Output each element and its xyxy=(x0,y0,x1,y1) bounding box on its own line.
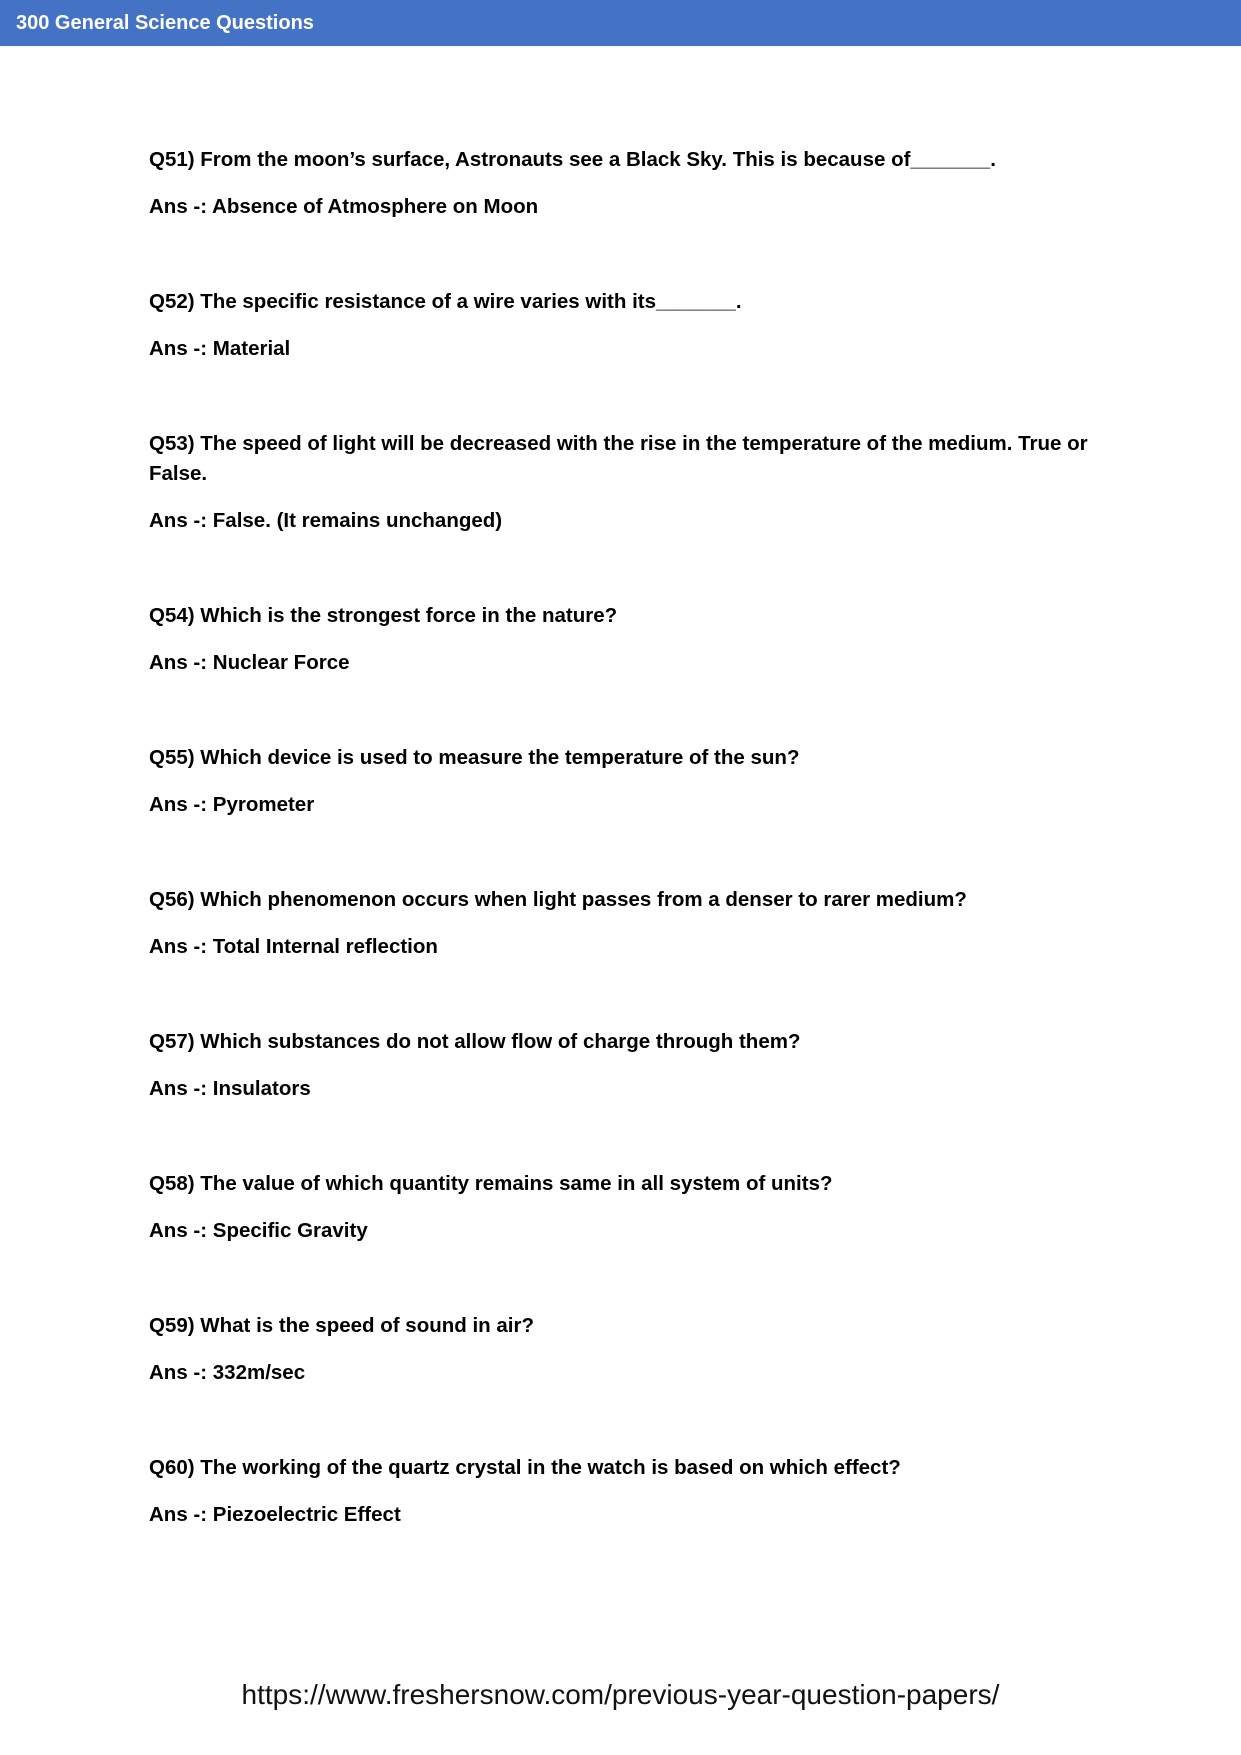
question-text: Q59) What is the speed of sound in air? xyxy=(149,1314,534,1337)
answer-text: Ans -: Specific Gravity xyxy=(149,1219,368,1242)
question-text: Q54) Which is the strongest force in the nature? xyxy=(149,604,618,627)
qa-list xyxy=(149,145,1089,1595)
question-text: Q60) The working of the quartz crystal in the watch is based on which effect? xyxy=(149,1456,901,1479)
qa-item xyxy=(149,1311,1089,1388)
qa-item xyxy=(149,743,1089,820)
qa-item xyxy=(149,287,1089,364)
answer-text: Ans -: Pyrometer xyxy=(149,793,315,816)
question-text: Q52) The specific resistance of a wire varies with its_______. xyxy=(149,290,742,313)
question-text: Q56) Which phenomenon occurs when light passes from a denser to rarer medium? xyxy=(149,888,967,911)
qa-item xyxy=(149,1169,1089,1246)
answer-text: Ans -: False. (It remains unchanged) xyxy=(149,509,503,532)
qa-item xyxy=(149,1453,1089,1530)
question-text: Q51) From the moon’s surface, Astronauts see a Black Sky. This is because of_______. xyxy=(149,148,996,171)
qa-item xyxy=(149,429,1089,536)
answer-text: Ans -: Piezoelectric Effect xyxy=(149,1503,401,1526)
answer-text: Ans -: Material xyxy=(149,337,291,360)
answer-text: Ans -: Absence of Atmosphere on Moon xyxy=(149,195,539,218)
qa-item xyxy=(149,1027,1089,1104)
footer-link[interactable]: https://www.freshersnow.com/previous-year-question-papers/ xyxy=(241,1679,1000,1710)
question-text: Q53) The speed of light will be decreased with the rise in the temperature of the medium. True or False. xyxy=(149,432,1088,485)
qa-item xyxy=(149,145,1089,222)
question-text: Q58) The value of which quantity remains same in all system of units? xyxy=(149,1172,833,1195)
qa-item xyxy=(149,601,1089,678)
answer-text: Ans -: Insulators xyxy=(149,1077,311,1100)
question-text: Q55) Which device is used to measure the temperature of the sun? xyxy=(149,746,800,769)
question-text: Q57) Which substances do not allow flow of charge through them? xyxy=(149,1030,801,1053)
answer-text: Ans -: Nuclear Force xyxy=(149,651,350,674)
header-bar xyxy=(0,0,1241,46)
answer-text: Ans -: 332m/sec xyxy=(149,1361,306,1384)
page-title: 300 General Science Questions xyxy=(16,12,314,34)
answer-text: Ans -: Total Internal reflection xyxy=(149,935,438,958)
qa-item xyxy=(149,885,1089,962)
